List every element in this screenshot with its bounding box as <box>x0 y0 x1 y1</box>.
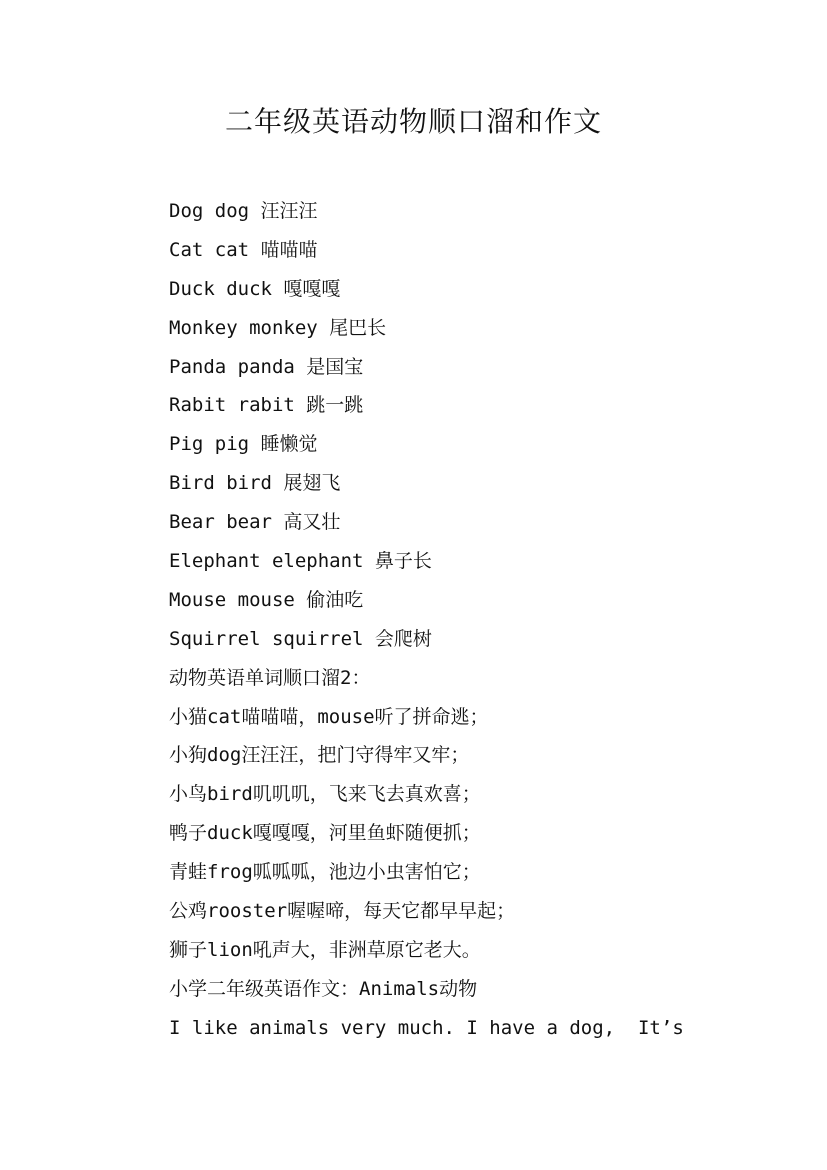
text-line: 鸭子duck嘎嘎嘎，河里鱼虾随便抓； <box>169 822 481 845</box>
text-line: 小学二年级英语作文：Animals动物 <box>169 977 478 1000</box>
text-line: Cat cat 喵喵喵 <box>169 238 318 261</box>
text-line: Bear bear 高又壮 <box>169 511 341 534</box>
text-line: Mouse mouse 偷油吃 <box>169 588 364 611</box>
text-line: Pig pig 睡懒觉 <box>169 433 318 456</box>
text-line: Squirrel squirrel 会爬树 <box>169 627 432 650</box>
text-line: 小狗dog汪汪汪，把门守得牢又牢； <box>169 744 470 767</box>
text-line: Elephant elephant 鼻子长 <box>169 550 432 573</box>
text-line: Rabit rabit 跳一跳 <box>169 394 364 417</box>
text-line: 小鸟bird叽叽叽，飞来飞去真欢喜； <box>169 783 481 806</box>
text-line: Monkey monkey 尾巴长 <box>169 316 387 339</box>
text-line: Bird bird 展翅飞 <box>169 472 341 495</box>
text-line: 动物英语单词顺口溜2： <box>169 666 371 689</box>
text-line: 公鸡rooster喔喔啼，每天它都早早起； <box>169 900 516 923</box>
text-line: Duck duck 嘎嘎嘎 <box>169 277 341 300</box>
text-line: 青蛙frog呱呱呱，池边小虫害怕它； <box>169 861 481 884</box>
text-line: 小猫cat喵喵喵，mouse听了拼命逃； <box>169 705 489 728</box>
document-body <box>169 197 809 1053</box>
text-line: 狮子lion吼声大，非洲草原它老大。 <box>169 938 481 961</box>
document-title: 二年级英语动物顺口溜和作文 <box>224 105 602 138</box>
text-line: Panda panda 是国宝 <box>169 355 364 378</box>
text-line: I like animals very much. I have a dog, It’s <box>169 1016 684 1039</box>
text-line: Dog dog 汪汪汪 <box>169 200 318 222</box>
